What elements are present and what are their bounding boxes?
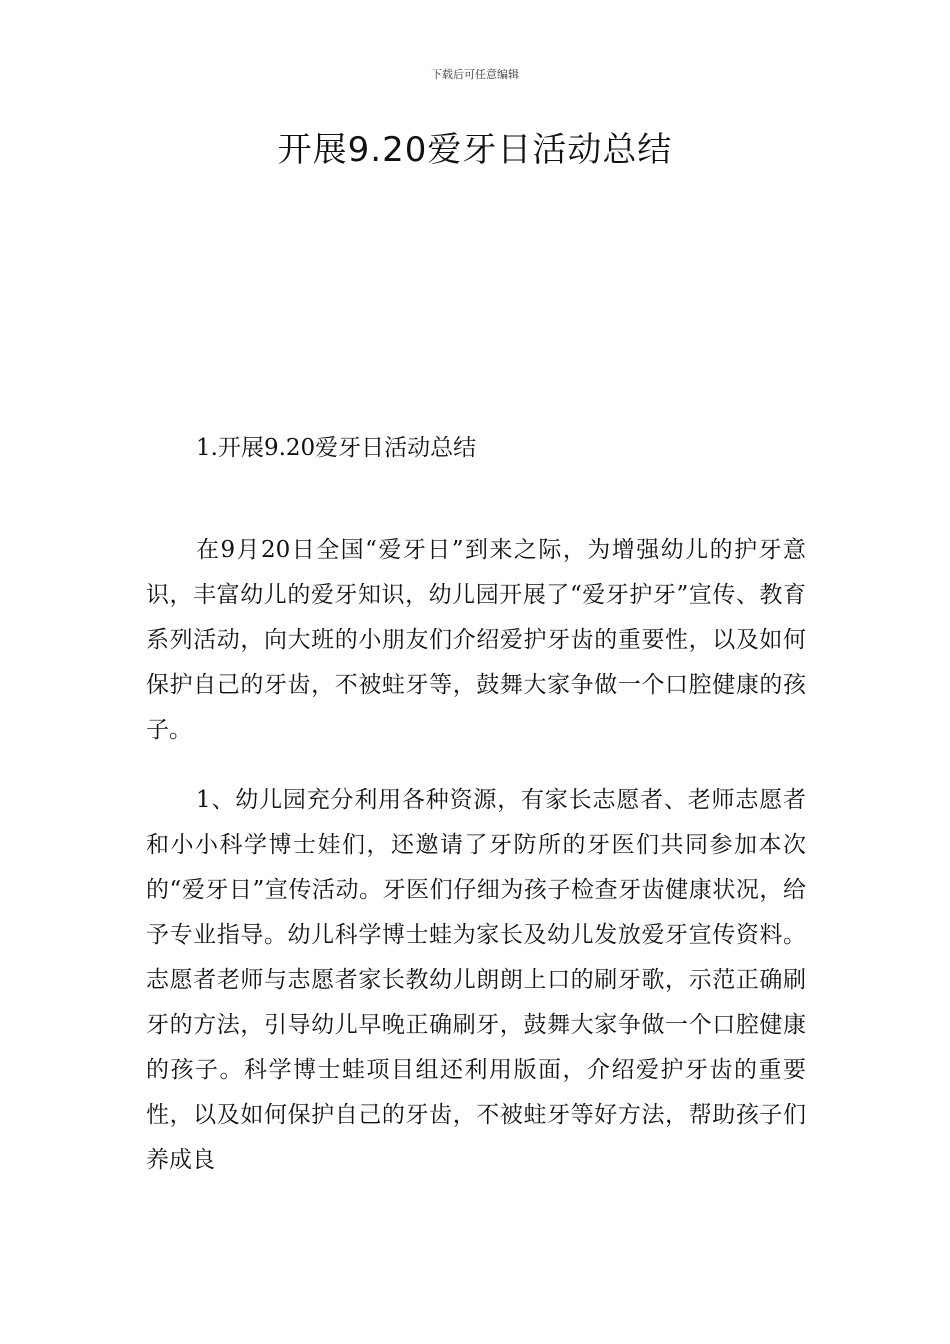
section-heading: 1.开展9.20爱牙日活动总结 bbox=[196, 435, 477, 461]
body-paragraph: 在9月20日全国“爱牙日”到来之际，为增强幼儿的护牙意识，丰富幼儿的爱牙知识，幼儿园开展了“爱牙护牙”宣传、教育系列活动，向大班的小朋友们介绍爱护牙齿的重要性，以及如何保护自己的牙齿，不被蛀牙等，鼓舞大家争做一个口腔健康的孩子。 bbox=[146, 537, 806, 743]
document-title: 开展9.20爱牙日活动总结 bbox=[277, 130, 673, 170]
body-paragraph: 1、幼儿园充分利用各种资源，有家长志愿者、老师志愿者和小小科学博士娃们，还邀请了牙防所的牙医们共同参加本次的“爱牙日”宣传活动。牙医们仔细为孩子检查牙齿健康状况，给予专业指导。幼儿科学博士蛙为家长及幼儿发放爱牙宣传资料。志愿者老师与志愿者家长教幼儿朗朗上口的刷牙歌，示范正确刷牙的方法，引导幼儿早晚正确刷牙，鼓舞大家争做一个口腔健康的孩子。科学博士蛙项目组还利用版面，介绍爱护牙齿的重要性，以及如何保护自己的牙齿，不被蛀牙等好方法，帮助孩子们养成良 bbox=[146, 787, 806, 1173]
header-note: 下载后可任意编辑 bbox=[431, 68, 519, 81]
